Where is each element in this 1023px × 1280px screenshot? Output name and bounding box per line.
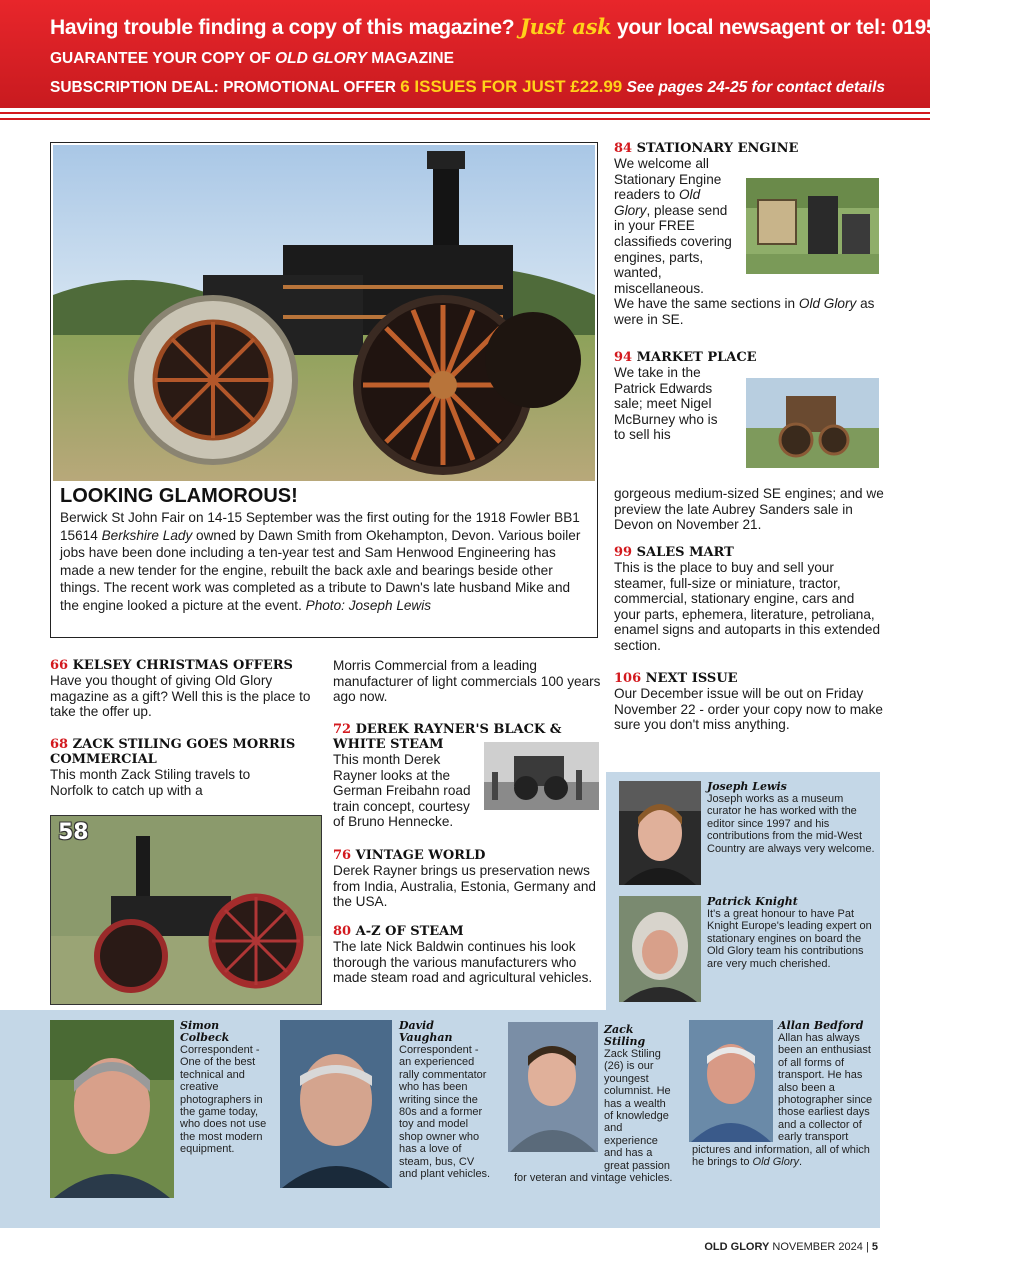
banner-line-1: Having trouble finding a copy of this magazine? Just ask your local newsagent or tel: 01959 541444 xyxy=(50,14,1023,39)
page-badge: 58 xyxy=(58,820,89,845)
model-engine-illustration xyxy=(51,816,321,1004)
section-84: 84 STATIONARY ENGINE We welcome all Stationary Engine readers to Old Glory, please send in your FREE classifieds covering engines, parts, wanted, miscellaneous. We have the same sections in Old Glory as were in SE. xyxy=(614,141,875,327)
joseph-lewis-portrait xyxy=(619,781,701,885)
contributor-simon-colbeck: Simon Colbeck Correspondent - One of the best technical and creative photographers in the game today, who does not use the most modern equipment. xyxy=(180,1019,267,1156)
subscription-banner xyxy=(0,0,1023,108)
road-train-photo xyxy=(484,742,599,810)
market-place-photo xyxy=(746,378,879,468)
contributor-allan-bedford: Allan Bedford Allan has always been an enthusiast of all forms of transport. He has also been a photographer since those earliest days and a collector of early transport pictures and information, all of which he brings to Old Glory. xyxy=(692,1019,873,1169)
patrick-knight-portrait xyxy=(619,896,701,1002)
section-99: 99 SALES MART This is the place to buy and sell your steamer, full-size or miniature, tractor, commercial, stationary engine, cars and your parts, ephemera, literature, petroliana, enamel signs and autoparts in this extended section. xyxy=(614,545,881,653)
page-footer: OLD GLORY NOVEMBER 2024 | 5 xyxy=(704,1241,878,1253)
section-94-wrap: gorgeous medium-sized SE engines; and we preview the late Aubrey Sanders sale in Devon on November 21. xyxy=(614,486,884,533)
stationary-engine-illustration xyxy=(746,178,879,274)
feature-title: LOOKING GLAMOROUS! xyxy=(60,485,298,507)
contributor-david-vaughan: David Vaughan Correspondent - an experienced rally commentator who has been writing since the 80s and a former toy and model shop owner who has a love of steam, bus, CV and plant vehicles. xyxy=(399,1019,491,1181)
section-76: 76 VINTAGE WORLD Derek Rayner brings us preservation news from India, Australia, Estonia, Germany and the USA. xyxy=(333,848,596,910)
road-train-illustration xyxy=(484,742,599,810)
section-68-continued: Morris Commercial from a leading manufacturer of light commercials 100 years ago now. xyxy=(333,658,601,705)
david-vaughan-portrait xyxy=(280,1020,392,1188)
divider-stripe xyxy=(0,118,930,120)
section-106: 106 NEXT ISSUE Our December issue will be out on Friday November 22 - order your copy now to make sure you don't miss anything. xyxy=(614,671,883,733)
avatar xyxy=(619,896,701,1002)
banner-line-2: GUARANTEE YOUR COPY OF OLD GLORY MAGAZINE xyxy=(50,50,454,67)
avatar xyxy=(619,781,701,885)
market-place-illustration xyxy=(746,378,879,468)
avatar xyxy=(280,1020,392,1188)
section-80: 80 A-Z OF STEAM The late Nick Baldwin continues his look thorough the various manufacturers who made steam road and agricultural vehicles. xyxy=(333,924,593,986)
section-68: 68 ZACK STILING GOES MORRIS COMMERCIAL This month Zack Stiling travels to Norfolk to catch up with a xyxy=(50,737,296,798)
traction-engine-illustration xyxy=(53,145,595,481)
divider-stripe xyxy=(0,112,930,114)
contributor-patrick-knight: Patrick Knight It's a great honour to have Pat Knight Europe's leading expert on stationary engines on board the Old Glory team his contributions are very much cherished. xyxy=(707,895,872,970)
section-94: 94 MARKET PLACE We take in the Patrick Edwards sale; meet Nigel McBurney who is to sell his xyxy=(614,350,757,443)
traction-engine-photo xyxy=(53,145,595,481)
banner-line-3: SUBSCRIPTION DEAL: PROMOTIONAL OFFER 6 ISSUES FOR JUST £22.99 See pages 24-25 for contact details xyxy=(50,77,885,96)
stationary-engine-photo xyxy=(746,178,879,274)
section-66: 66 KELSEY CHRISTMAS OFFERS Have you thought of giving Old Glory magazine as a gift? Well this is the place to take the offer up. xyxy=(50,658,311,720)
feature-text: Berwick St John Fair on 14-15 September was the first outing for the 1918 Fowler BB1 15614 Berkshire Lady owned by Dawn Smith from Okehampton, Devon. Various boiler jobs have been done including a ten-year test and Sam Henwood Engineering has made a new tender for the engine, rebuilt the back axle and bearings beside other things. The recent work was completed as a tribute to Dawn's late husband Mike and the engine looked a picture at the event. Photo: Joseph Lewis xyxy=(60,510,581,613)
contributor-zack-stiling: Zack Stiling Zack Stiling (26) is our youngest columnist. He has a wealth of knowledge and experience and has a great passion for veteran and vintage vehicles. xyxy=(514,1023,673,1185)
model-engine-photo xyxy=(50,815,322,1005)
avatar xyxy=(50,1020,174,1198)
contributor-joseph-lewis: Joseph Lewis Joseph works as a museum curator he has worked with the editor since 1997 and his contributions from the mid-West Country are always very welcome. xyxy=(707,780,875,855)
simon-colbeck-portrait xyxy=(50,1020,174,1198)
section-72: 72 DEREK RAYNER'S BLACK & WHITE STEAM This month Derek Rayner looks at the German Freibahn road train concept, courtesy of Bruno Hennecke. xyxy=(333,722,562,830)
